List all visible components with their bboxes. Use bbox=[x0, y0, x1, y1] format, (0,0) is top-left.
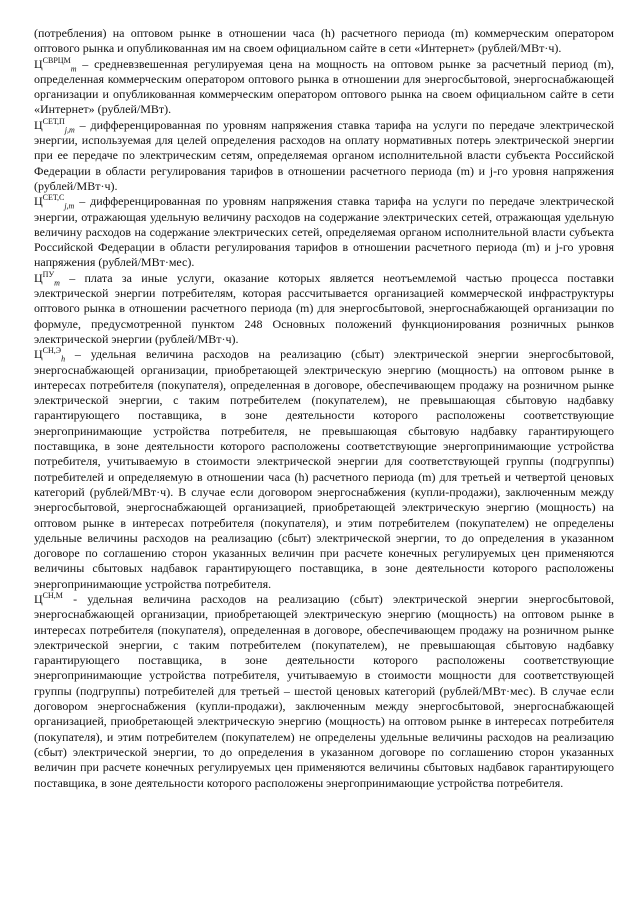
paragraph-set-s bbox=[34, 194, 614, 270]
paragraph-text: - удельная величина расходов на реализацию (сбыт) электрической энергии энергосбытовой, энергоснабжающей организации, приобретающей электрическую энергию (мощность) на оптовом рынке в интересах потребителя (покупателя), определенная в договоре, обеспечивающем продажу на розничном рынке электрической энергии, с таким потребителем (покупателем), не превышающая сбытовую надбавку гарантирующего поставщика, в зоне деятельности которого расположены соответствующие энергопринимающие устройства потребителя, учитываемую в стоимости мощности для соответствующей группы (подгруппы) потребителей для третьей – шестой ценовых категорий (рублей/МВт·мес). В случае если договором энергоснабжения (купли-продажи), заключенным между энергосбытовой, энергоснабжающей организацией, приобретающей электрическую энергию (мощность) на оптовом рынке в интересах потребителя (покупателя), и этим потребителем (покупателем) не определены удельные величины расходов на реализацию (сбыт) электрической энергии, то до определения в указанном договоре по соглашению сторон указанных величин при расчете конечных регулируемых цен применяются величины сбытовых надбавок гарантирующего поставщика, в зоне деятельности которого расположены энергопринимающие устройства потребителя. bbox=[34, 591, 614, 790]
paragraph-text: (потребления) на оптовом рынке в отношении часа (h) расчетного периода (m) коммерческим оператором оптового рынка и опубликованная им на своем официальном сайте в сети «Интернет» (рублей/МВт·ч). bbox=[34, 26, 614, 56]
symbol-set-s: $Ц^{СЕТ,С}_{j,m}$ bbox=[34, 193, 75, 211]
paragraph-text: – дифференцированная по уровням напряжения ставка тарифа на услуги по передаче электрической энергии, отражающая удельную величину расходов на содержание электрических сетей, отражающая удельную величину расходов на содержание электрических сетей, определяемая органом исполнительной власти субъекта Российской Федерации в области регулирования тарифов в отношении расчетного периода (m) и j-го уровня напряжения (рублей/МВт·мес). bbox=[34, 194, 614, 270]
symbol-svrcm: $Ц^{СВРЦМ}_m$ bbox=[34, 55, 77, 73]
paragraph-set-p bbox=[34, 118, 614, 194]
paragraph-text: – удельная величина расходов на реализацию (сбыт) электрической энергии энергосбытовой, энергоснабжающей организации, приобретающей электрическую энергию (мощность) на оптовом рынке в интересах потребителя (покупателя), определенная в договоре, обеспечивающем продажу на розничном рынке электрической энергии, с таким потребителем (покупателем), не превышающая сбытовую надбавку гарантирующего поставщика, в зоне деятельности которого расположены соответствующие энергопринимающие устройства потребителя, не превышающая сбытовую надбавку гарантирующего поставщика, в зоне деятельности которого расположены соответствующие энергопринимающие устройства потребителя, учитываемую в стоимости электрической энергии для соответствующей группы (подгруппы) потребителей и определяемую в отношении часа (h) расчетного периода (m) для третьей и четвертой ценовых категорий (рублей/МВт·ч). В случае если договором энергоснабжения (купли-продажи), заключенным между энергосбытовой, энергоснабжающей организацией, приобретающей электрическую энергию (мощность) на оптовом рынке в интересах потребителя (покупателя), и этим потребителем (покупателем) не определены удельные величины расходов на реализацию (сбыт) электрической энергии, то до определения в указанном договоре по соглашению сторон указанных величин при расчете конечных регулируемых цен применяются величины сбытовых надбавок гарантирующего поставщика, в зоне деятельности которого расположены энергопринимающие устройства потребителя. bbox=[34, 347, 614, 591]
paragraph-sn-e bbox=[34, 347, 614, 592]
paragraph-continuation bbox=[34, 26, 614, 57]
symbol-set-p: $Ц^{СЕТ,П}_{j,m}$ bbox=[34, 116, 75, 135]
paragraph-text: – дифференцированная по уровням напряжения ставка тарифа на услуги по передаче электрической энергии, используемая для целей определения расходов на оплату нормативных потерь электрической энергии при ее передаче по электрическим сетям, определяемая органом исполнительной власти субъекта Российской Федерации в области регулирования тарифов в отношении расчетного периода (m) и j-го уровня напряжения (рублей/МВт·ч). bbox=[34, 117, 614, 193]
paragraph-pu bbox=[34, 271, 614, 347]
paragraph-text: – средневзвешенная регулируемая цена на мощность на оптовом рынке за расчетный период (m), определенная коммерческим оператором оптового рынка в отношении для энергосбытовой, энергоснабжающей организации и опубликованная коммерческим оператором оптового рынка на своем официальном сайте в сети «Интернет» (рублей/МВт). bbox=[34, 56, 614, 117]
symbol-sn-e: $Ц^{СН,Э}_h$ bbox=[34, 346, 66, 364]
paragraph-text: – плата за иные услуги, оказание которых является неотъемлемой частью процесса поставки электрической энергии потребителям, которая рассчитывается организацией коммерческой инфраструктуры оптового рынка в отношении расчетного периода (m) для энергосбытовой, энергоснабжающей организации по формуле, предусмотренной пунктом 248 Основных положений функционирования розничных рынков электрической энергии (рублей/МВт·ч). bbox=[34, 270, 614, 346]
paragraph-sn-m bbox=[34, 592, 614, 791]
symbol-pu: $Ц^{ПУ}_m$ bbox=[34, 269, 60, 288]
paragraph-svrcm bbox=[34, 57, 614, 118]
symbol-sn-m: $Ц^{СН,М}$ bbox=[34, 590, 63, 606]
